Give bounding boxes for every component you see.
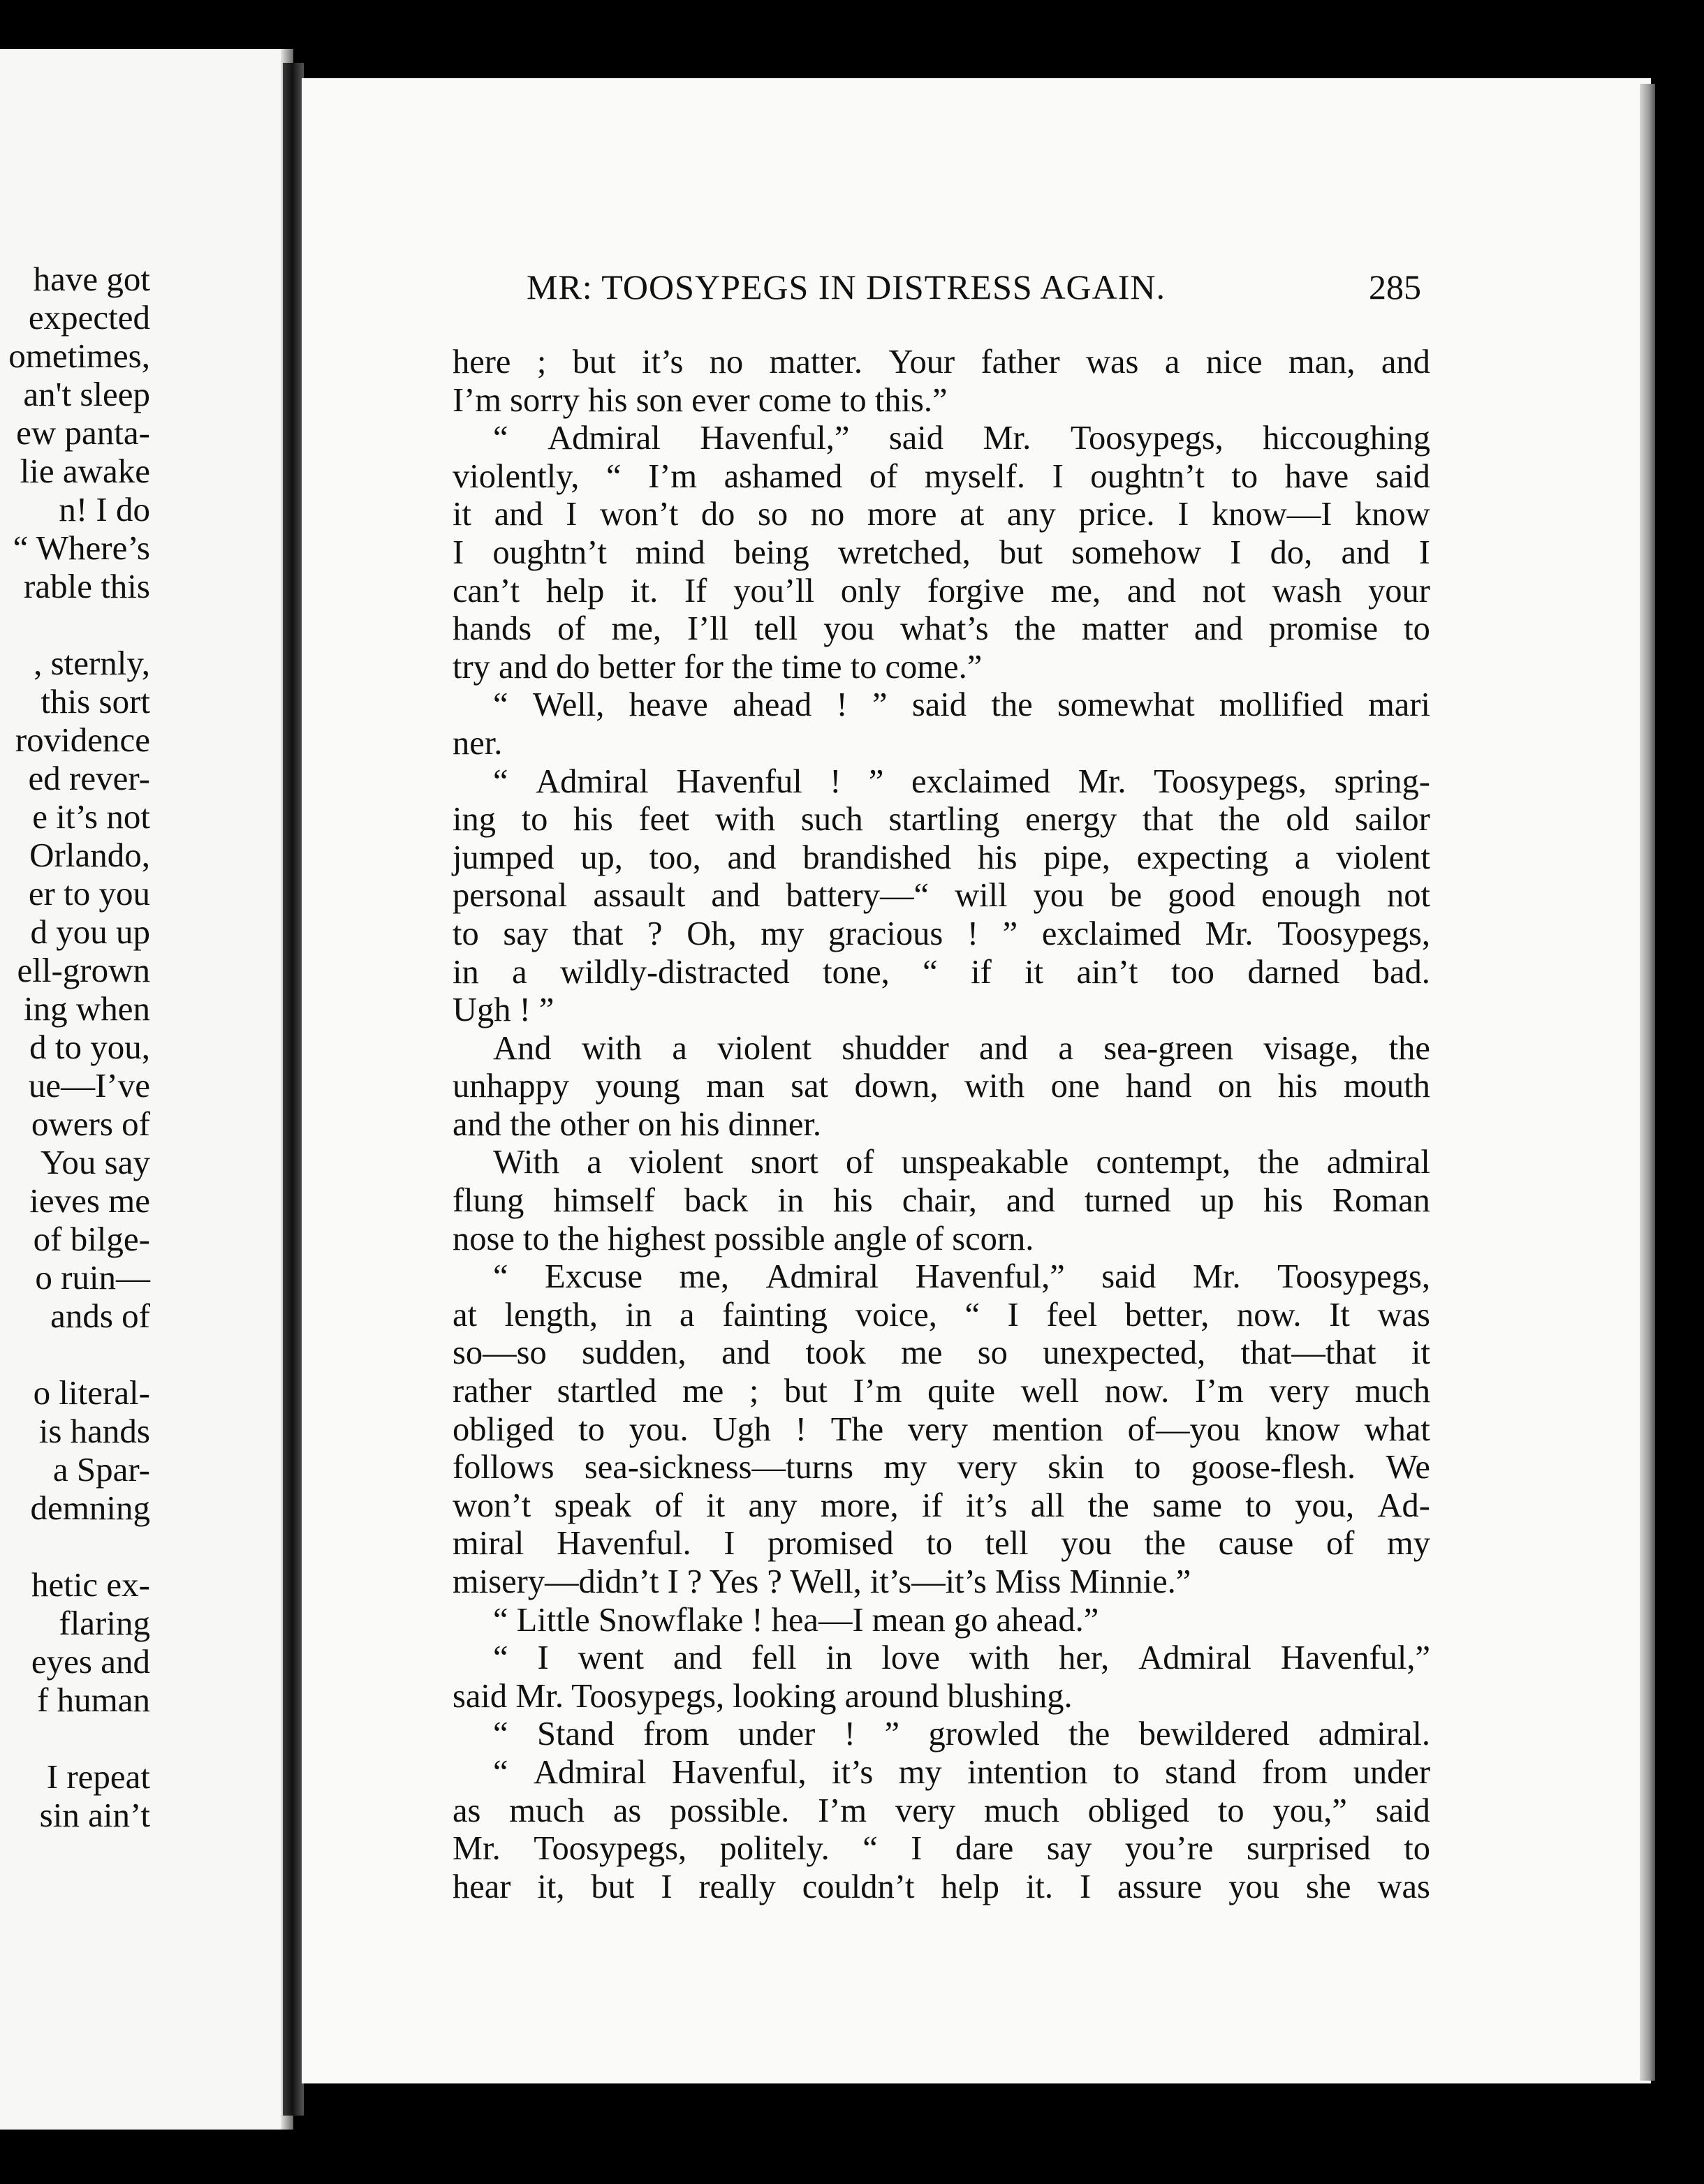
left-page-line: is hands — [38, 1412, 150, 1450]
text-line: to say that ? Oh, my gracious ! ” exclaimed Mr. Toosypegs, — [453, 915, 1430, 952]
page-number: 285 — [1369, 267, 1421, 307]
left-page-line: ue—I’ve — [28, 1066, 150, 1105]
left-page-line: this sort — [41, 682, 150, 721]
left-page-line: n! I do — [59, 490, 150, 529]
text-line: “ Well, heave ahead ! ” said the somewhat mollified mari — [493, 686, 1430, 724]
text-line: and the other on his dinner. — [453, 1105, 822, 1143]
text-line: at length, in a fainting voice, “ I feel better, now. It was — [453, 1296, 1430, 1334]
left-page-line: o ruin— — [35, 1258, 150, 1297]
text-line: Mr. Toosypegs, politely. “ I dare say you’re surprised to — [453, 1830, 1430, 1868]
body-text — [453, 344, 1430, 1906]
left-page-line: ometimes, — [8, 337, 150, 375]
left-page-line: ew panta- — [16, 413, 150, 452]
text-line: so—so sudden, and took me so unexpected, that—that it — [453, 1334, 1430, 1372]
text-line: as much as possible. I’m very much obliged to you,” said — [453, 1792, 1430, 1829]
text-line: With a violent snort of unspeakable contempt, the admiral — [493, 1144, 1430, 1181]
left-page-line: ing when — [24, 989, 150, 1028]
right-page-edge — [1640, 84, 1655, 2081]
running-head: MR: TOOSYPEGS IN DISTRESS AGAIN. — [527, 267, 1166, 307]
left-page-line: flaring — [59, 1604, 150, 1642]
text-line: “ Admiral Havenful, it’s my intention to stand from under — [493, 1753, 1430, 1791]
left-page-line: ed rever- — [28, 759, 150, 797]
text-line: it and I won’t do so no more at any price. I know—I know — [453, 496, 1430, 533]
left-page-line: , sternly, — [34, 644, 150, 682]
left-page-line: of bilge- — [33, 1220, 150, 1258]
text-line: follows sea-sickness—turns my very skin to goose-flesh. We — [453, 1449, 1430, 1486]
text-line: ner. — [453, 724, 503, 762]
left-page-line: owers of — [31, 1105, 150, 1143]
text-line: hear it, but I really couldn’t help it. I assure you she was — [453, 1868, 1430, 1905]
left-page-line: Orlando, — [29, 836, 150, 874]
text-line: in a wildly-distracted tone, “ if it ain’t too darned bad. — [453, 953, 1430, 991]
text-line: And with a violent shudder and a sea-green visage, the — [493, 1029, 1430, 1067]
text-line: flung himself back in his chair, and turned up his Roman — [453, 1182, 1430, 1220]
left-page-line: a Spar- — [52, 1450, 150, 1489]
text-line: Ugh ! ” — [453, 991, 554, 1029]
left-page-line: d you up — [30, 913, 150, 951]
text-line: obliged to you. Ugh ! The very mention of—you know what — [453, 1410, 1430, 1448]
left-page-line: an't sleep — [23, 375, 150, 413]
text-line: jumped up, too, and brandished his pipe, expecting a violent — [453, 839, 1430, 876]
text-line: I oughtn’t mind being wretched, but somehow I do, and I — [453, 533, 1430, 571]
text-line: “ Little Snowflake ! hea—I mean go ahead.” — [493, 1601, 1099, 1639]
left-page-line: I repeat — [46, 1757, 150, 1796]
left-page-line: eyes and — [31, 1642, 150, 1681]
left-page-line: sin ain’t — [39, 1796, 150, 1834]
text-line: unhappy young man sat down, with one hand on his mouth — [453, 1068, 1430, 1105]
text-line: miral Havenful. I promised to tell you the cause of my — [453, 1525, 1430, 1563]
text-line: ing to his feet with such startling energy that the old sailor — [453, 801, 1430, 839]
text-line: personal assault and battery—“ will you be good enough not — [453, 877, 1430, 915]
left-page-line: ieves me — [29, 1181, 150, 1220]
right-page — [302, 78, 1651, 2083]
left-page-line: d to you, — [29, 1028, 150, 1066]
left-page-line: ands of — [50, 1297, 150, 1335]
left-page-line: demning — [30, 1489, 150, 1527]
text-line: “ Stand from under ! ” growled the bewildered admiral. — [493, 1716, 1430, 1753]
text-line: nose to the highest possible angle of scorn. — [453, 1220, 1034, 1257]
text-line: “ Admiral Havenful ! ” exclaimed Mr. Toosypegs, spring- — [493, 762, 1430, 800]
left-page-line: “ Where’s — [13, 529, 150, 567]
left-page-line: hetic ex- — [31, 1565, 150, 1604]
text-line: hands of me, I’ll tell you what’s the matter and promise to — [453, 610, 1430, 648]
left-facing-page — [0, 49, 293, 2130]
text-line: I’m sorry his son ever come to this.” — [453, 381, 948, 419]
left-page-line: er to you — [28, 874, 150, 913]
text-line: violently, “ I’m ashamed of myself. I oughtn’t to have said — [453, 457, 1430, 495]
left-page-line: e it’s not — [32, 797, 150, 836]
left-page-line: You say — [40, 1143, 150, 1181]
left-page-line: have got — [33, 260, 150, 298]
text-line: “ Admiral Havenful,” said Mr. Toosypegs, hiccoughing — [493, 420, 1430, 457]
text-line: try and do better for the time to come.” — [453, 648, 983, 686]
left-page-line: o literal- — [33, 1373, 150, 1412]
text-line: can’t help it. If you’ll only forgive me, and not wash your — [453, 572, 1430, 610]
text-line: rather startled me ; but I’m quite well now. I’m very much — [453, 1373, 1430, 1410]
book-gutter — [283, 63, 304, 2116]
left-page-line: rovidence — [15, 721, 150, 759]
left-page-line: ell-grown — [17, 951, 150, 989]
left-page-line: lie awake — [20, 452, 150, 490]
text-line: “ Excuse me, Admiral Havenful,” said Mr. Toosypegs, — [493, 1258, 1430, 1296]
text-line: here ; but it’s no matter. Your father was a nice man, and — [453, 344, 1430, 381]
text-line: “ I went and fell in love with her, Admiral Havenful,” — [493, 1639, 1430, 1677]
left-page-line: f human — [37, 1681, 150, 1719]
text-line: misery—didn’t I ? Yes ? Well, it’s—it’s Miss Minnie.” — [453, 1563, 1191, 1600]
left-page-line: expected — [28, 298, 150, 337]
left-page-line: rable this — [24, 567, 150, 605]
text-line: said Mr. Toosypegs, looking around blushing. — [453, 1677, 1073, 1715]
text-line: won’t speak of it any more, if it’s all the same to you, Ad- — [453, 1486, 1430, 1524]
